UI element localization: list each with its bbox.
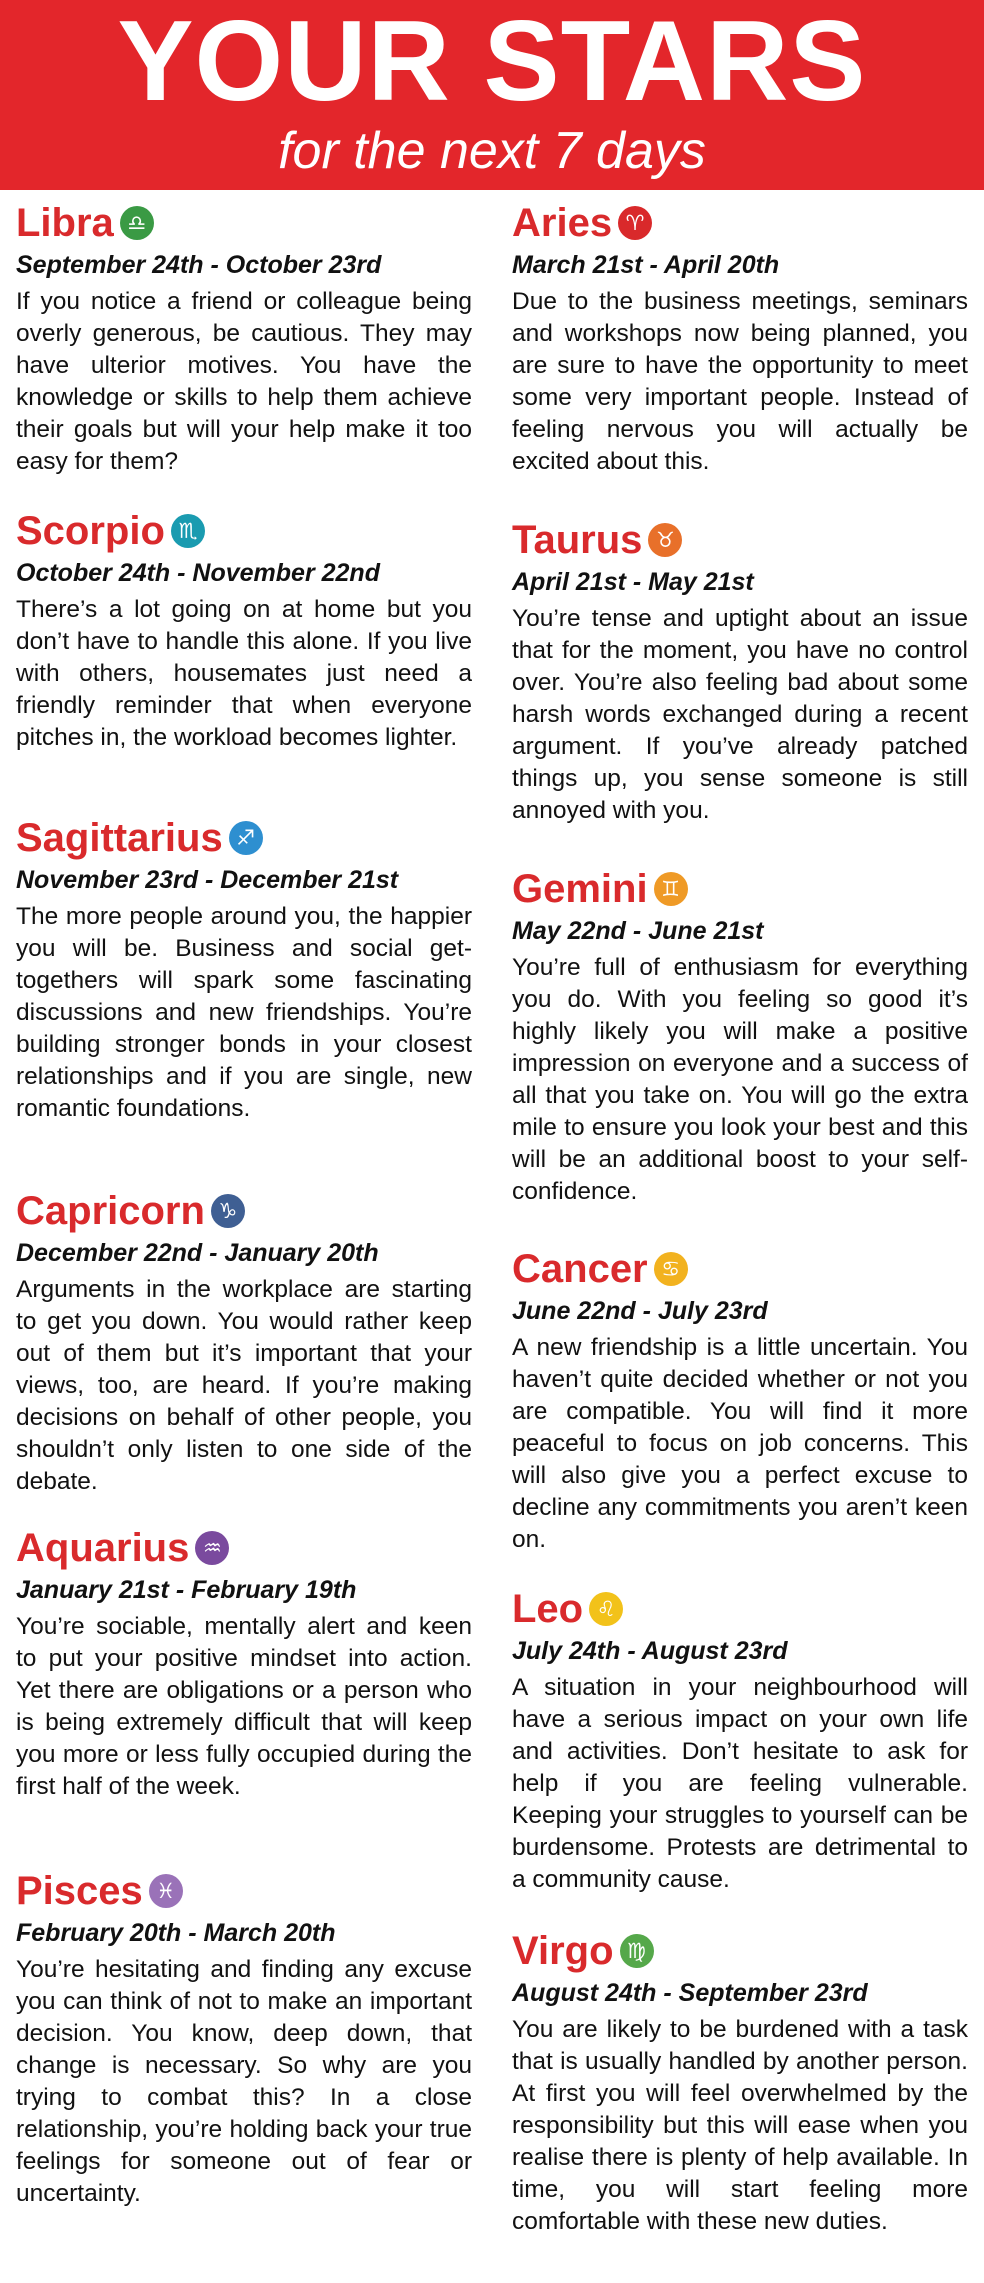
sign-name: Taurus — [512, 518, 643, 562]
sign-name: Aquarius — [16, 1526, 190, 1570]
cancer-icon: ♋ — [654, 1252, 688, 1286]
sign-name: Leo — [512, 1587, 584, 1631]
horoscope-text: A new friendship is a little uncertain. You haven’t quite decided whether or not you are compatible. You will find it more peaceful to focus on job concerns. This will also give you a perfect excuse to decline any commitments you aren’t keen on. — [512, 1334, 968, 1553]
sign-entry-pisces — [16, 1868, 472, 2210]
sign-heading — [16, 1525, 472, 1571]
sagittarius-icon: ♐ — [229, 821, 263, 855]
sign-heading — [512, 1246, 968, 1292]
sign-heading — [512, 1928, 968, 1974]
taurus-icon: ♉ — [648, 523, 682, 557]
sign-dates: February 20th - March 20th — [16, 1919, 336, 1947]
sign-name: Gemini — [512, 867, 648, 911]
sign-name: Capricorn — [16, 1189, 205, 1233]
sign-entry-taurus — [512, 517, 968, 827]
page-title: YOUR STARS — [117, 0, 867, 125]
sign-dates: December 22nd - January 20th — [16, 1239, 379, 1267]
sign-dates: October 24th - November 22nd — [16, 559, 380, 587]
capricorn-icon: ♑ — [211, 1194, 245, 1228]
horoscope-text: You are likely to be burdened with a task that is usually handled by another person. At first you will feel overwhelmed by the responsibility but this will ease when you realise there is plenty of help available. In time, you will start feeling more comfortable with these new duties. — [512, 2016, 968, 2235]
horoscope-text: You’re hesitating and finding any excuse you can think of not to make an important decision. You know, deep down, that change is necessary. So why are you trying to combat this? In a close relationship, you’re holding back your true feelings for someone out of fear or uncertainty. — [16, 1956, 472, 2207]
horoscope-text: If you notice a friend or colleague being overly generous, be cautious. They may have ulterior motives. You have the knowledge or skills to help them achieve their goals but will your help make it too easy for them? — [16, 288, 472, 475]
sign-dates: May 22nd - June 21st — [512, 917, 764, 945]
horoscope-text: Due to the business meetings, seminars and workshops now being planned, you are sure to have the opportunity to meet some very important people. Instead of feeling nervous you will actually be excited about this. — [512, 288, 968, 475]
sign-name: Sagittarius — [16, 816, 223, 860]
horoscope-text: There’s a lot going on at home but you don’t have to handle this alone. If you live with others, housemates just need a friendly reminder that when everyone pitches in, the workload becomes lighter. — [16, 596, 472, 751]
header-banner — [0, 0, 984, 190]
sign-name: Virgo — [512, 1929, 614, 1973]
sign-dates: September 24th - October 23rd — [16, 251, 382, 279]
sign-heading — [512, 866, 968, 912]
sign-dates: March 21st - April 20th — [512, 251, 780, 279]
gemini-icon: ♊ — [654, 872, 688, 906]
sign-entry-cancer — [512, 1246, 968, 1556]
horoscope-text: The more people around you, the happier you will be. Business and social get-togethers will spark some fascinating discussions and new friendships. You’re building stronger bonds in your closest relationships and if you are single, new romantic foundations. — [16, 903, 472, 1122]
leo-icon: ♌ — [589, 1592, 623, 1626]
sign-heading — [512, 1586, 968, 1632]
sign-heading — [16, 508, 472, 554]
scorpio-icon: ♏ — [171, 514, 205, 548]
sign-name: Cancer — [512, 1247, 648, 1291]
sign-entry-capricorn — [16, 1188, 472, 1498]
sign-entry-aquarius — [16, 1525, 472, 1803]
horoscope-text: You’re full of enthusiasm for everything you do. With you feeling so good it’s highly likely you will make a positive impression on everyone and a success of all that you take on. You will go the extra mile to ensure you look your best and this will be an additional boost to your self-confidence. — [512, 954, 968, 1205]
sign-heading — [512, 517, 968, 563]
sign-entry-libra — [16, 200, 472, 478]
virgo-icon: ♍ — [620, 1934, 654, 1968]
aries-icon: ♈ — [618, 206, 652, 240]
sign-name: Pisces — [16, 1869, 143, 1913]
sign-dates: January 21st - February 19th — [16, 1576, 357, 1604]
sign-heading — [512, 200, 968, 246]
sign-name: Scorpio — [16, 509, 165, 553]
sign-entry-scorpio — [16, 508, 472, 754]
sign-heading — [16, 200, 472, 246]
horoscope-text: A situation in your neighbourhood will have a serious impact on your own life and activities. Don’t hesitate to ask for help if you are feeling vulnerable. Keeping your struggles to yourself can be burdensome. Protests are detrimental to a community cause. — [512, 1674, 968, 1893]
page-subtitle: for the next 7 days — [278, 122, 706, 180]
sign-dates: November 23rd - December 21st — [16, 866, 399, 894]
sign-entry-aries — [512, 200, 968, 478]
sign-dates: June 22nd - July 23rd — [512, 1297, 768, 1325]
sign-heading — [16, 1188, 472, 1234]
sign-dates: April 21st - May 21st — [512, 568, 754, 596]
sign-entry-virgo — [512, 1928, 968, 2238]
horoscope-text: Arguments in the workplace are starting to get you down. You would rather keep out of them but it’s important that your views, too, are heard. If you’re making decisions on behalf of other people, you shouldn’t only listen to one side of the debate. — [16, 1276, 472, 1495]
sign-name: Libra — [16, 201, 114, 245]
libra-icon: ♎ — [120, 206, 154, 240]
horoscope-text: You’re sociable, mentally alert and keen to put your positive mindset into action. Yet there are obligations or a person who is being extremely difficult that will keep you more or less fully occupied during the first half of the week. — [16, 1613, 472, 1800]
aquarius-icon: ♒ — [195, 1531, 229, 1565]
sign-entry-leo — [512, 1586, 968, 1896]
pisces-icon: ♓ — [149, 1874, 183, 1908]
sign-dates: July 24th - August 23rd — [512, 1637, 788, 1665]
sign-heading — [16, 1868, 472, 1914]
horoscope-text: You’re tense and uptight about an issue that for the moment, you have no control over. You’re also feeling bad about some harsh words exchanged during a recent argument. If you’ve already patched things up, you sense someone is still annoyed with you. — [512, 605, 968, 824]
sign-entry-sagittarius — [16, 815, 472, 1125]
sign-dates: August 24th - September 23rd — [512, 1979, 868, 2007]
sign-name: Aries — [512, 201, 613, 245]
sign-heading — [16, 815, 472, 861]
sign-entry-gemini — [512, 866, 968, 1208]
